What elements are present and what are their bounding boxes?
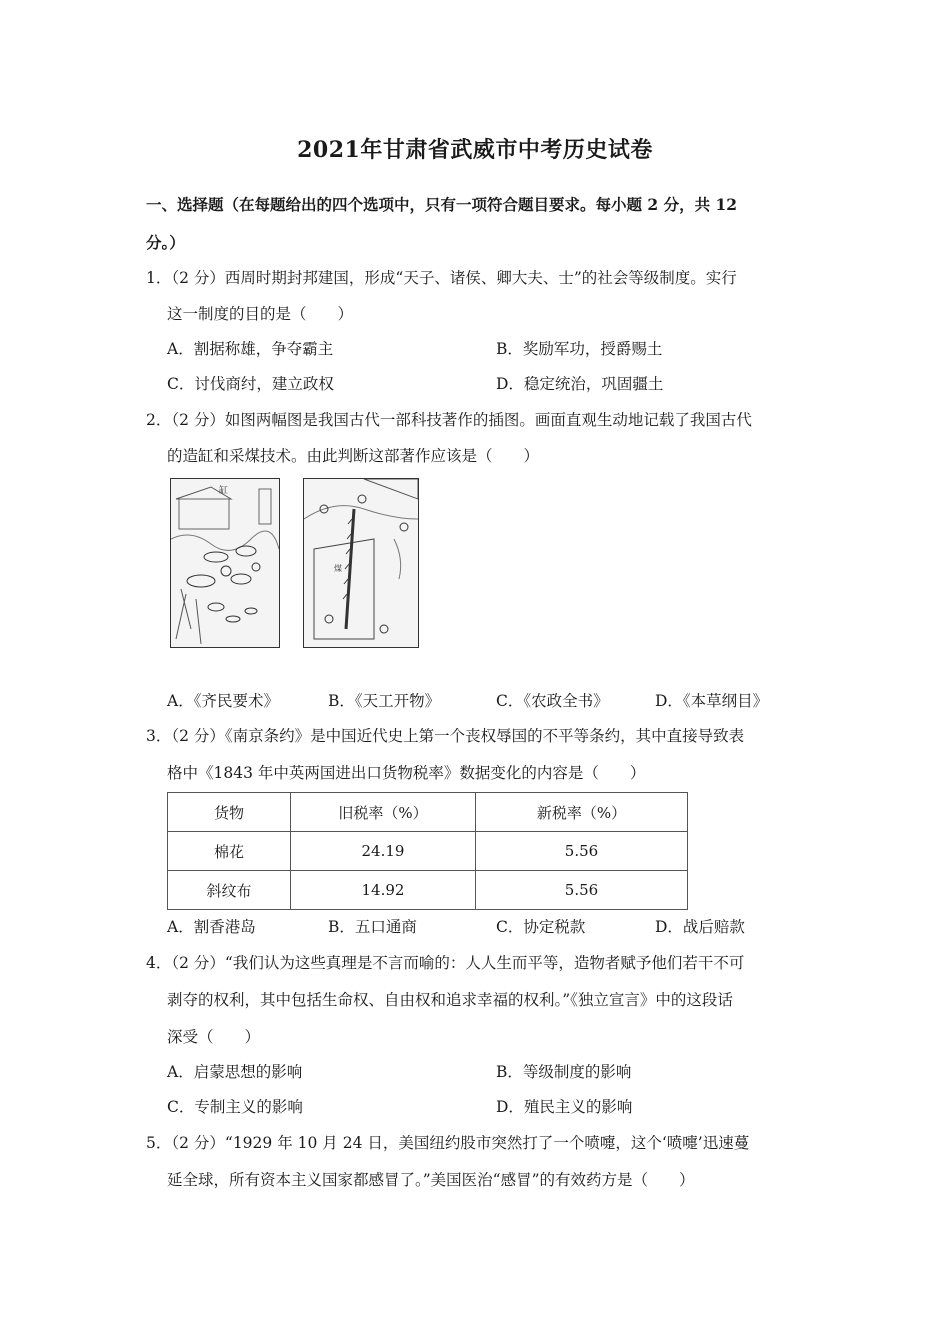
question-5-line-2: 延全球，所有资本主义国家都感冒了。”美国医治“感冒”的有效药方是（ ） (167, 1171, 695, 1189)
table-row (168, 832, 688, 871)
page-title: 2021年甘肃省武威市中考历史试卷 (297, 137, 653, 163)
q2-option-b[interactable]: B．《天工开物》 (328, 692, 441, 710)
table-header-old-rate: 旧税率（%） (291, 793, 476, 832)
q4-option-b[interactable]: B．等级制度的影响 (496, 1063, 632, 1081)
image-label-right: 煤 (334, 564, 342, 573)
q4-option-a[interactable]: A．启蒙思想的影响 (167, 1063, 303, 1081)
q1-option-a[interactable]: A．割据称雄，争夺霸主 (167, 340, 334, 358)
q2-option-c[interactable]: C．《农政全书》 (496, 692, 609, 710)
q1-option-d[interactable]: D．稳定统治，巩固疆土 (496, 375, 664, 393)
image-label-left: 缸 (219, 486, 229, 496)
table-header-new-rate: 新税率（%） (476, 793, 688, 832)
table-cell-old-rate: 24.19 (291, 832, 476, 871)
table-cell-new-rate: 5.56 (476, 832, 688, 871)
q3-option-c[interactable]: C．协定税款 (496, 918, 586, 936)
q2-option-d[interactable]: D．《本草纲目》 (655, 692, 769, 710)
question-4-line-3: 深受（ ） (167, 1028, 261, 1046)
q3-option-b[interactable]: B．五口通商 (328, 918, 417, 936)
q1-option-b[interactable]: B．奖励军功，授爵赐土 (496, 340, 663, 358)
q3-option-d[interactable]: D．战后赔款 (655, 918, 745, 936)
question-4-line-2: 剥夺的权利，其中包括生命权、自由权和追求幸福的权利。”《独立宣言》中的这段话 (167, 991, 733, 1009)
q3-option-a[interactable]: A．割香港岛 (167, 918, 256, 936)
section-heading: 一、选择题（在每题给出的四个选项中，只有一项符合题目要求。每小题 2 分，共 12 (146, 195, 738, 214)
question-5-line-1: 5．（2 分）“1929 年 10 月 24 日，美国纽约股市突然打了一个喷嚏，这个‘喷嚏’迅速蔓 (146, 1134, 750, 1152)
question-1-line-1: 1．（2 分）西周时期封邦建国，形成“天子、诸侯、卿大夫、士”的社会等级制度。实行 (146, 269, 737, 287)
illustration-pottery-making (170, 478, 280, 648)
question-1-line-2: 这一制度的目的是（ ） (167, 305, 354, 323)
table-cell-new-rate: 5.56 (476, 871, 688, 910)
q1-option-c[interactable]: C．讨伐商纣，建立政权 (167, 375, 334, 393)
table-cell-old-rate: 14.92 (291, 871, 476, 910)
q4-option-c[interactable]: C．专制主义的影响 (167, 1098, 303, 1116)
table-cell-goods: 斜纹布 (168, 871, 291, 910)
table-row (168, 871, 688, 910)
section-heading-cont: 分。） (146, 233, 185, 252)
question-3-line-2: 格中《1843 年中英两国进出口货物税率》数据变化的内容是（ ） (167, 764, 646, 782)
tax-rate-table (167, 792, 688, 910)
question-3-line-1: 3．（2 分）《南京条约》是中国近代史上第一个丧权辱国的不平等条约，其中直接导致表 (146, 727, 745, 745)
table-header-goods: 货物 (168, 793, 291, 832)
table-cell-goods: 棉花 (168, 832, 291, 871)
question-4-line-1: 4．（2 分）“我们认为这些真理是不言而喻的：人人生而平等，造物者赋予他们若干不可 (146, 954, 745, 972)
question-2-line-2: 的造缸和采煤技术。由此判断这部著作应该是（ ） (167, 447, 540, 465)
question-2-line-1: 2．（2 分）如图两幅图是我国古代一部科技著作的插图。画面直观生动地记载了我国古代 (146, 411, 752, 429)
table-header-row (168, 793, 688, 832)
illustration-coal-mining (303, 478, 419, 648)
q2-option-a[interactable]: A．《齐民要术》 (167, 692, 279, 710)
q4-option-d[interactable]: D．殖民主义的影响 (496, 1098, 633, 1116)
